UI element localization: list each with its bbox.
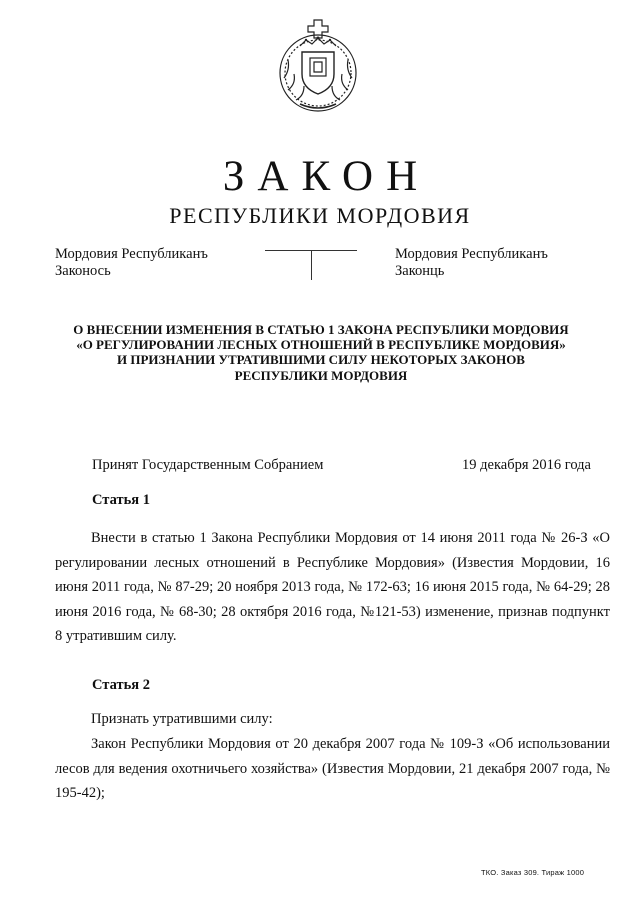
moksha-title-block [55,246,208,280]
coat-of-arms-emblem [270,18,366,114]
header-divider-vertical [311,250,312,280]
moksha-title-line: Законось [55,263,111,279]
law-title: ЗАКОН [222,153,431,200]
adoption-date: 19 декабря 2016 года [462,457,591,473]
article-1-title: Статья 1 [92,492,150,508]
law-heading [60,322,582,383]
adopted-by-label: Принят Государственным Собранием [92,457,324,473]
article-2-item-1: Закон Республики Мордовия от 20 декабря 2007 года № 109-З «Об использовании лесов для ведения охотничьего хозяйства» (Известия Мордовии, 21 декабря 2007 года, № 195-42); [55,736,610,801]
law-subtitle: РЕСПУБЛИКИ МОРДОВИЯ [169,203,471,228]
law-heading-line: «О РЕГУЛИРОВАНИИ ЛЕСНЫХ ОТНОШЕНИЙ В РЕСПУБЛИКЕ МОРДОВИЯ» [76,337,566,353]
law-heading-line: О ВНЕСЕНИИ ИЗМЕНЕНИЯ В СТАТЬЮ 1 ЗАКОНА РЕСПУБЛИКИ МОРДОВИЯ [73,322,569,337]
moksha-title-line: Мордовия Республиканъ [55,246,208,262]
law-heading-line: РЕСПУБЛИКИ МОРДОВИЯ [234,367,408,383]
erzya-title-line: Мордовия Республиканъ [395,246,548,262]
article-2-title: Статья 2 [92,677,150,693]
law-heading-line: И ПРИЗНАНИИ УТРАТИВШИМИ СИЛУ НЕКОТОРЫХ ЗАКОНОВ [117,352,525,368]
erzya-title-line: Законць [395,263,445,279]
erzya-title-block [395,246,548,280]
print-info: ТКО. Заказ 309. Тираж 1000 [481,868,585,877]
article-2-intro: Признать утратившими силу: [91,711,273,727]
article-1-text: Внести в статью 1 Закона Республики Мордовия от 14 июня 2011 года № 26-З «О регулировании лесных отношений в Республике Мордовия» (Известия Мордовии, 16 июня 2011 года, № 87-29; 20 ноября 2013 года, № 172-63; 16 июня 2015 года, № 64-29; 28 июня 2016 года, № 68-30; 28 октября 2016 года, №121-53) изменение, признав подпункт 8 утратившим силу. [55,530,610,644]
